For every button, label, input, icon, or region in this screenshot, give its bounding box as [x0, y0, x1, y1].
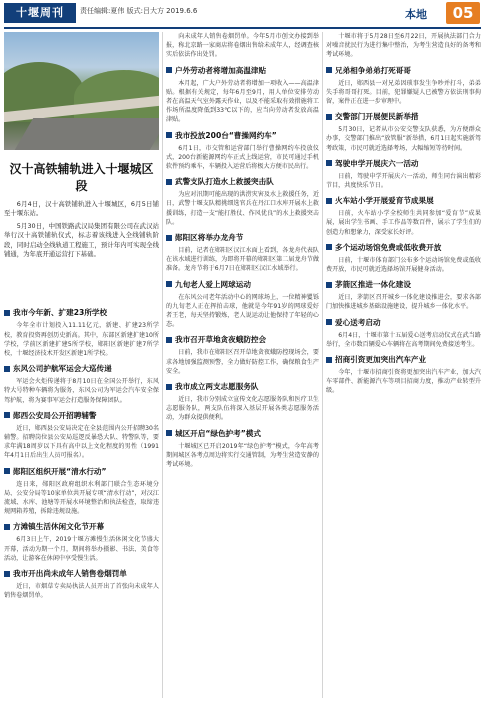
article-body: 十堰城区已开启2019年“绿色护考”模式，今年高考期间城区各考点周边将实行交通管制，为考生营造安静的考试环境。 [166, 442, 319, 469]
article-body: 日前，十堰市体育部门公布多个运动场馆免费或低收费开放，市民可就近选择场馆开展健身活动。 [326, 256, 481, 274]
article-headline: 郧阳区将举办龙舟节 [166, 232, 319, 243]
feature-headline: 汉十高铁辅轨进入十堰城区段 [9, 162, 154, 193]
article-body: 今年，十堰市招商引资将更加突出汽车产业，加大汽车零部件、新能源汽车等项目招商力度，推动产业转型升级。 [326, 369, 481, 395]
column-middle [166, 32, 319, 698]
article-body: 6月4日，十堰市第十五届爱心送考启动仪式在武当路举行，全市数百辆爱心车辆将在高考期间免费接送考生。 [326, 331, 481, 348]
article-headline: 户外劳动者将增加高温津贴 [166, 65, 319, 76]
article-headline: 招商引资更加突出汽车产业 [326, 354, 481, 365]
article-headline: 我市成立两支志愿服务队 [166, 381, 319, 392]
article-headline: 九旬老人爱上网球运动 [166, 279, 319, 290]
article-headline: 火车站小学开展爱育节成果展 [326, 195, 481, 206]
article-body: 近日，郧西县一对兄弟因琐事发生争吵并打斗，弟弟失手将哥哥打死。目前，犯罪嫌疑人已被警方依法刑事拘留，案件正在进一步审理中。 [326, 79, 481, 106]
article-headline: 郧阳区组织开展“清水行动” [4, 466, 159, 477]
masthead [0, 0, 485, 28]
article-headline: 我市召开草地贪夜蛾防控会 [166, 334, 319, 345]
article-body: 本月起，广大户外劳动者将增加一项收入——高温津贴。根据有关规定，每年6月至9月，用人单位安排劳动者在高温天气室外露天作业，以及不能采取有效措施将工作场所温度降低到33℃以下的，应当向劳动者发放高温津贴。 [166, 79, 319, 124]
article-body: 今年全市计划投入11.11亿元，新建、扩建23所学校，教育投资再创历史新高。其中，东部区新建扩建10所学校，学前区新建扩建5所学校，郧阳区新建扩建7所学校，十堰经济技术开发区新建1所学校。 [4, 322, 159, 358]
article-body: 6月1日，市交管和运营部门举行曹操网约车投放仪式，200台新能源网约车正式上线运营，市民可通过手机软件预约乘车，车辆投入运营后将极大方便市民出行。 [166, 144, 319, 171]
article-headline: 爱心送考启动 [326, 317, 481, 328]
article-body: 5月30日，记者从市公安交警支队获悉，为方便群众办事，交警部门推出“放管服”新举措，6月1日起实施新驾考政策，市民可就近选择考场，大幅缩短等待时间。 [326, 126, 481, 152]
section-label: 本地 [405, 8, 427, 21]
column-divider [162, 32, 163, 698]
column-divider [322, 32, 323, 698]
article-headline: 多个运动场馆免费或低收费开放 [326, 242, 481, 253]
article-body: 连日来，郧阳区政府组织水利部门联合生态环境分局、公安分局等10家单位共开展专项“清水行动”，对汉江流域、水库、池塘等开展水环境整治和执法检查，取缔违规网箱养殖，拆除违规设施。 [4, 480, 159, 516]
article-body: 近日，郧西县公安局决定在全县范围内公开招聘30名辅警。招聘岗位县公安局巡逻反暴恐大队、特警队等，要求年满18周岁以下具有高中以上文化程度的男性（1991年4月1日后出生人员可报名）。 [4, 424, 159, 460]
feature-photo [4, 32, 159, 150]
article-body: 向未成年人销售卷烟罚单。今年5月市创文办接到举报，称北京路一家商店将卷烟出售给未成年人，经调查核实后依法作出处罚。 [166, 33, 319, 59]
article-headline: 城区开启“绿色护考”模式 [166, 428, 319, 439]
column-left [4, 32, 159, 698]
feature-paragraph: 5月30日，中国铁路武汉局集团有限公司在武汉站举行汉十高铁铺轨仪式，标志着该线进入全线铺轨阶段，同时启动全线轨道工程施工，预计年内可实现全线铺通，为年底开通运营打下基础。 [4, 221, 159, 259]
article-body: 日前，驾驶申学开展庆六一活动，师生同台演出精彩节目，共度快乐节日。 [326, 172, 481, 190]
article-headline: 茅箭区推进一体化建设 [326, 279, 481, 290]
article-body: 近日，茅箭区召开城乡一体化建设推进会，要求各部门加快推进城乡基础设施建设，提升城乡一体化水平。 [326, 294, 481, 311]
article-headline: 驾驶申学开展庆六一活动 [326, 158, 481, 169]
article-body: 日前，火车站小学全校师生共同参加“爱育节”成果展，展出学生书画、手工作品等数百件，展示了学生们的创造力和想象力，深受家长好评。 [326, 210, 481, 236]
article-headline: 交警部门开展便民新举措 [326, 111, 481, 122]
article-body: 十堰市将于5月28日至6月22日，开展执法部门合力对噪音扰民行为进行集中整治，为考生营造良好的备考和考试环境。 [326, 33, 481, 59]
article-headline: 方滩镇生活休闲文化节开幕 [4, 521, 159, 532]
column-right [326, 32, 481, 698]
article-body: 为应对汛期可能出现的洪涝灾害及水上救援任务，近日，武警十堰支队精挑细选官兵在丹江口水库开展水上救援训练，打造一支“能打胜仗、作风优良”的水上救援突击队。 [166, 191, 319, 226]
article-headline: 郧西公安局公开招聘辅警 [4, 410, 159, 421]
article-body: 在东风公司老年活动中心的网球场上，一位精神矍铄的九旬老人正在挥拍击球，他就是今年91岁的网球爱好者王老，每天坚持锻炼，老人说运动让他保持了年轻的心态。 [166, 293, 319, 329]
article-body: 日前，我市在郧阳区召开草地贪夜蛾防控现场会，要求各地加强监测预警，全力做好防控工作，确保粮食生产安全。 [166, 349, 319, 375]
article-headline: 我市开出尚未成年人销售卷烟罚单 [4, 568, 159, 579]
article-headline: 我市投放200台“曹操网约车” [166, 130, 319, 141]
article-headline: 武警支队打造水上救援突击队 [166, 176, 319, 187]
issue-info: 责任编辑:夏伟 版式:吕大方 2019.6.6 [80, 7, 198, 15]
article-headline: 我市今年新、扩建23所学校 [4, 307, 159, 318]
article-headline: 东风公司护航军运会大巡传递 [4, 363, 159, 374]
article-body: 军运会火炬传递将于8月10日在全国公开举行，东风特大号特种车辆将为服务，东风公司为军运会汽车安全保驾护航，将为赛事军运会打造服务保障团队。 [4, 378, 159, 404]
page-number-badge: 05 [446, 2, 480, 24]
article-body: 近日，我市分别成立宣传文化志愿服务队和医疗卫生志愿服务队，两支队伍将深入基层开展各类志愿服务活动，为群众提供便利。 [166, 396, 319, 422]
article-body: 目前，记者在郧阳区汉江水面上看到，各龙舟代表队在该水域进行训练，为即将开幕的郧阳区第二届龙舟节做准备。龙舟节将于6月7日在郧阳区汉江水域举行。 [166, 247, 319, 273]
article-body: 6月3日上午，2019十堰方滩慢生活休闲文化节盛大开幕，活动为期一个月，期间将举办摄影、书法、美食等活动，让游客在休闲中享受慢生活。 [4, 536, 159, 562]
article-body: 近日，市烟草专卖局执法人员开出了首张向未成年人销售卷烟罚单。 [4, 583, 159, 600]
brand-logo: 十堰周刊 [4, 3, 76, 23]
feature-paragraph: 6月4日，汉十高铁铺轨进入十堰城区，6月5日铺至十堰东站。 [4, 200, 159, 218]
header-rule [4, 27, 481, 29]
article-headline: 兄弟相争弟弟打死哥哥 [326, 65, 481, 76]
